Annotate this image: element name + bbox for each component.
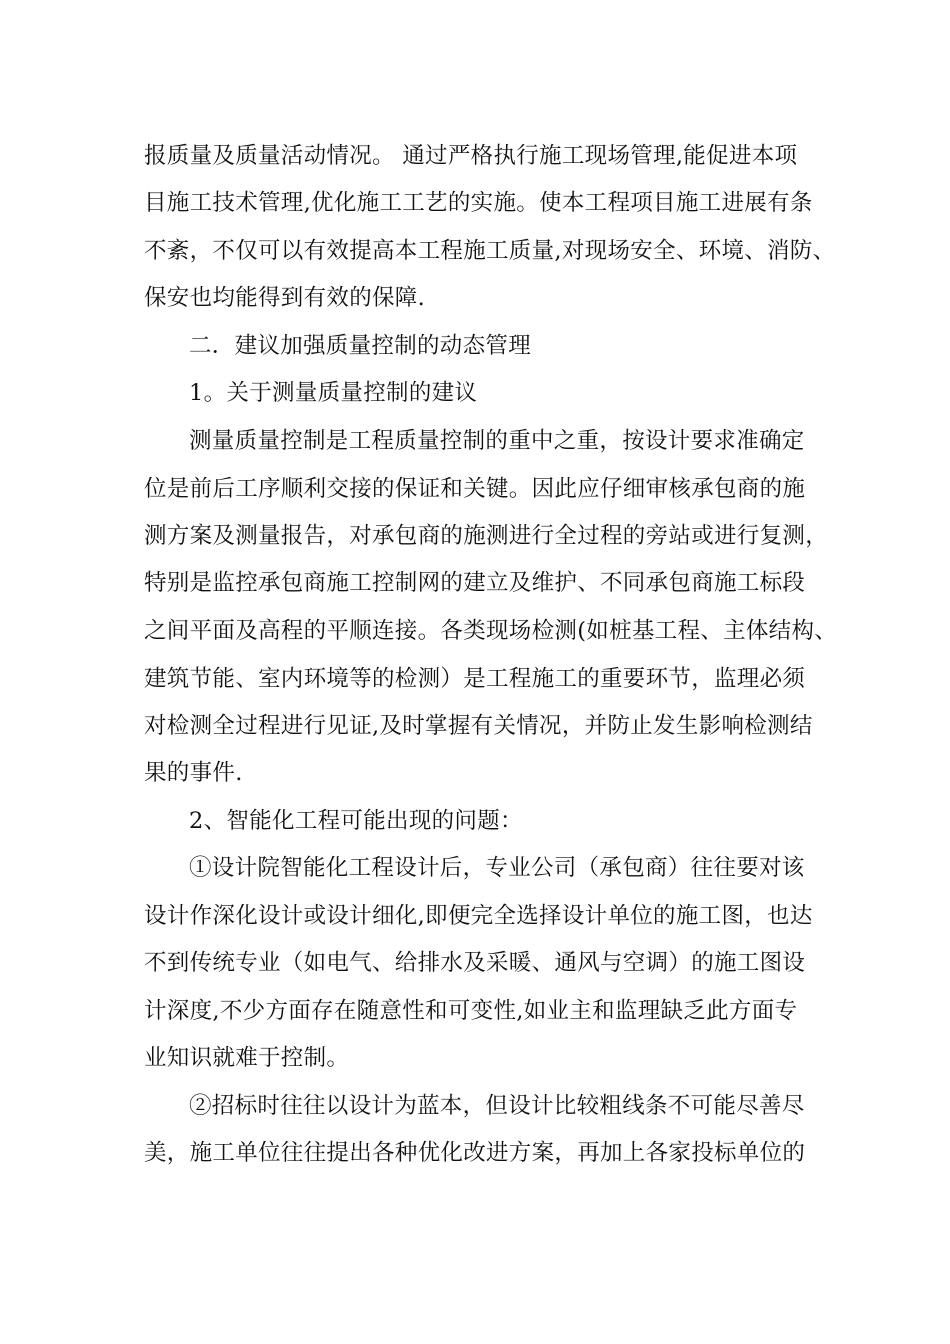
body-line: 计深度,不少方面存在随意性和可变性,如业主和监理缺乏此方面专 bbox=[144, 998, 798, 1024]
body-line: 业知识就难于控制。 bbox=[144, 1045, 350, 1071]
body-line: 不紊，不仅可以有效提高本工程施工质量,对现场安全、环境、消防、 bbox=[144, 238, 836, 264]
section-heading: 二．建议加强质量控制的动态管理 bbox=[189, 333, 532, 359]
body-line: 建筑节能、室内环境等的检测）是工程施工的重要环节，监理必须 bbox=[144, 666, 806, 692]
body-line: 目施工技术管理,优化施工工艺的实施。使本工程项目施工进展有条 bbox=[144, 190, 813, 216]
body-line: 果的事件. bbox=[144, 760, 243, 786]
body-line: 不到传统专业（如电气、给排水及采暖、通风与空调）的施工图设 bbox=[144, 950, 806, 976]
body-line: 报质量及质量活动情况。 通过严格执行施工现场管理,能促进本项 bbox=[144, 143, 798, 169]
paragraph-start-line: ①设计院智能化工程设计后，专业公司（承包商）往往要对该 bbox=[189, 855, 805, 881]
body-line: 对检测全过程进行见证,及时掌握有关情况，并防止发生影响检测结 bbox=[144, 713, 813, 739]
paragraph-start-line: 测量质量控制是工程质量控制的重中之重，按设计要求准确定 bbox=[189, 428, 805, 454]
body-line: 位是前后工序顺利交接的保证和关键。因此应仔细审核承包商的施 bbox=[144, 476, 806, 502]
paragraph-start-line: ②招标时往往以设计为蓝本，但设计比较粗线条不可能尽善尽 bbox=[189, 1093, 805, 1119]
body-line: 测方案及测量报告，对承包商的施测进行全过程的旁站或进行复测， bbox=[144, 523, 829, 549]
subsection-heading: 1。关于测量质量控制的建议 bbox=[189, 380, 478, 406]
body-line: 之间平面及高程的平顺连接。各类现场检测(如桩基工程、主体结构、 bbox=[144, 618, 838, 644]
body-line: 特别是监控承包商施工控制网的建立及维护、不同承包商施工标段 bbox=[144, 570, 806, 596]
body-line: 保安也均能得到有效的保障. bbox=[144, 285, 426, 311]
subsection-heading: 2、智能化工程可能出现的问题： bbox=[189, 808, 523, 834]
body-line: 美，施工单位往往提出各种优化改进方案，再加上各家投标单位的 bbox=[144, 1140, 806, 1166]
body-line: 设计作深化设计或设计细化,即便完全选择设计单位的施工图，也达 bbox=[144, 903, 813, 929]
